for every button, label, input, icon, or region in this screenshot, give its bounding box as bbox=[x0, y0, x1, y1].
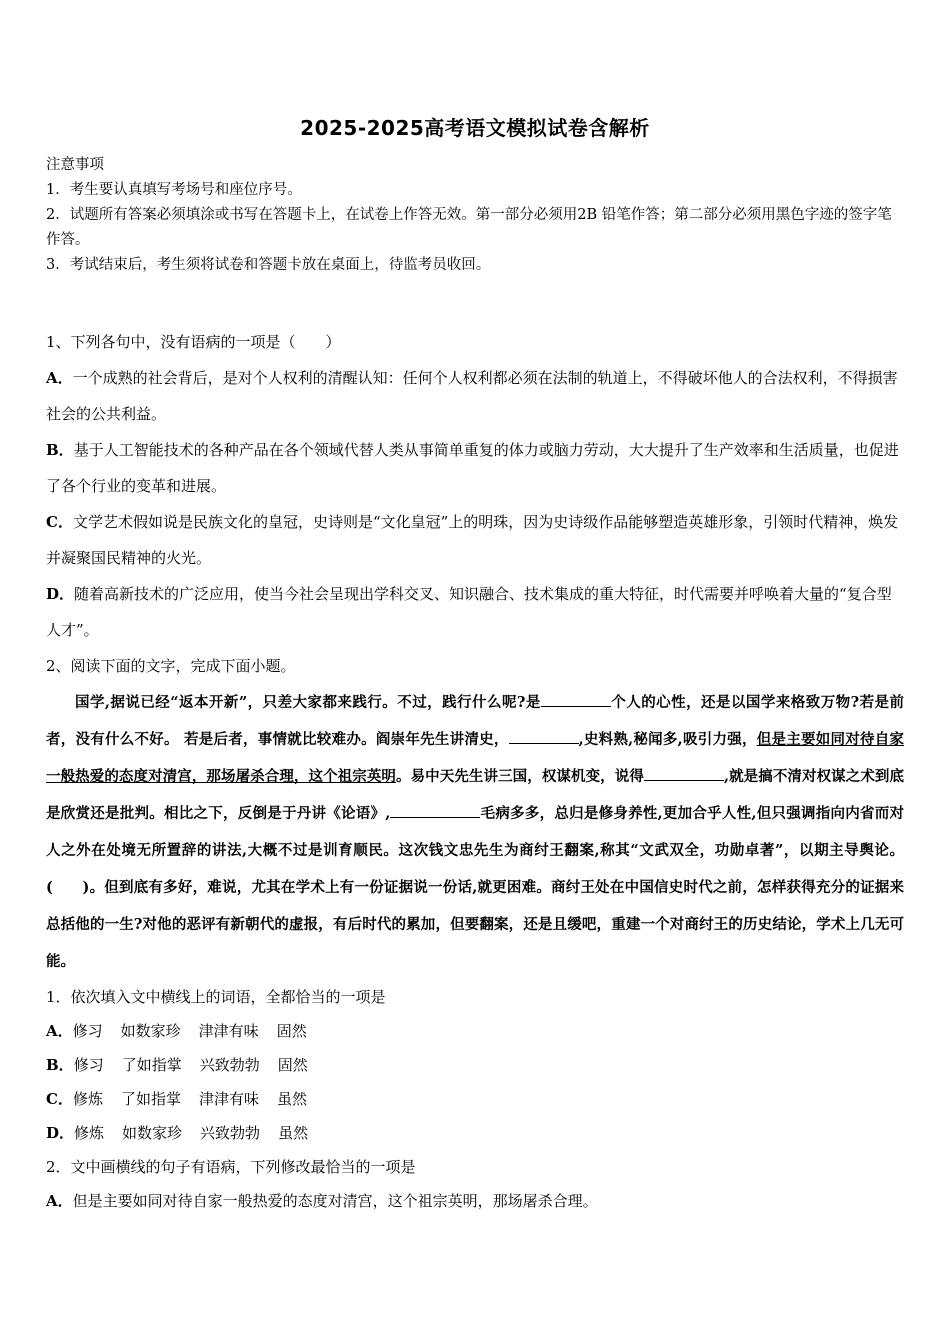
subquestion-1-option-a: A．修习 如数家珍 津津有味 固然 bbox=[46, 1022, 307, 1040]
underlined-sentence: 但是主要如同对待自家一般热爱的态度对清宫，那场屠杀合理，这个祖宗英明 bbox=[46, 731, 904, 785]
question-1-stem: 1、下列各句中，没有语病的一项是（ ） bbox=[46, 333, 341, 351]
subquestion-1-option-d: D．修炼 如数家珍 兴致勃勃 虽然 bbox=[46, 1124, 309, 1142]
notice-item-2: 2．试题所有答案必须填涂或书写在答题卡上，在试卷上作答无效。第一部分必须用2B 铅笔作答；第二部分必须用黑色字迹的签字笔作答。 bbox=[46, 207, 892, 248]
blank-1 bbox=[541, 688, 611, 707]
question-1-option-b: B．基于人工智能技术的各种产品在各个领域代替人类从事简单重复的体力或脑力劳动，大大提升了生产效率和生活质量，也促进了各个行业的变革和进展。 bbox=[46, 441, 899, 495]
notice-section bbox=[46, 153, 904, 278]
question-2-stem: 2、阅读下面的文字，完成下面小题。 bbox=[46, 657, 296, 675]
subquestion-1-option-b: B．修习 了如指掌 兴致勃勃 固然 bbox=[46, 1056, 308, 1074]
blank-2 bbox=[509, 725, 579, 744]
question-2 bbox=[46, 648, 904, 1218]
subquestion-2-option-a: A．但是主要如同对待自家一般热爱的态度对清宫，这个祖宗英明，那场屠杀合理。 bbox=[46, 1192, 598, 1210]
notice-heading: 注意事项 bbox=[46, 157, 104, 173]
question-1 bbox=[46, 324, 904, 648]
subquestion-2-stem: 2．文中画横线的句子有语病，下列修改最恰当的一项是 bbox=[46, 1158, 416, 1176]
question-1-option-a: A．一个成熟的社会背后，是对个人权利的清醒认知：任何个人权利都必须在法制的轨道上，不得破坏他人的合法权利，不得损害社会的公共利益。 bbox=[46, 369, 898, 423]
notice-item-1: 1．考生要认真填写考场号和座位序号。 bbox=[46, 182, 302, 198]
question-1-option-c: C．文学艺术假如说是民族文化的皇冠，史诗则是“文化皇冠”上的明珠，因为史诗级作品能够塑造英雄形象，引领时代精神，焕发并凝聚国民精神的火光。 bbox=[46, 513, 899, 567]
page-title: 2025-2025高考语文模拟试卷含解析 bbox=[300, 116, 650, 140]
question-1-option-d: D．随着高新技术的广泛应用，使当今社会呈现出学科交叉、知识融合、技术集成的重大特征，时代需要并呼唤着大量的“复合型人才”。 bbox=[46, 585, 892, 639]
blank-4 bbox=[390, 799, 480, 818]
subquestion-1-option-c: C．修炼 了如指掌 津津有味 虽然 bbox=[46, 1090, 308, 1108]
spacer bbox=[46, 278, 904, 324]
exam-page bbox=[46, 112, 904, 1218]
blank-3 bbox=[644, 762, 724, 781]
notice-item-3: 3．考试结束后，考生须将试卷和答题卡放在桌面上，待监考员收回。 bbox=[46, 257, 491, 273]
subquestion-1-stem: 1．依次填入文中横线上的词语，全都恰当的一项是 bbox=[46, 988, 386, 1006]
reading-passage: 国学,据说已经“返本开新”，只差大家都来践行。不过，践行什么呢?是 个人的心性，还是以国学来格致万物?若是前者，没有什么不好。 若是后者，事情就比较难办。阎崇年先生讲清史， ,史料熟,秘闻多,吸引力强，但是主要如同对待自家一般热爱的态度对清宫，那场屠杀合理，这个祖宗英明。易中天先生讲三国，权谋机变，说得 ,就是搞不清对权谋之术到底是欣赏还是批判。相比之下，反倒是于丹讲《论语》, 毛病多多，总归是修身养性,更加合乎人性,但只强调指向内省而对人之外在处境无所置辞的讲法,大概不过是训育顺民。这次钱文忠先生为商纣王翻案,称其“文武双全，功勋卓著”，以期主导舆论。( )。但到底有多好，难说，尤其在学术上有一份证据说一份话,就更困难。商纣王处在中国信史时代之前，怎样获得充分的证据来总括他的一生?对他的恶评有新朝代的虚报，有后时代的累加，但要翻案，还是且缓吧，重建一个对商纣王的历史结论，学术上几无可能。 bbox=[46, 684, 904, 980]
